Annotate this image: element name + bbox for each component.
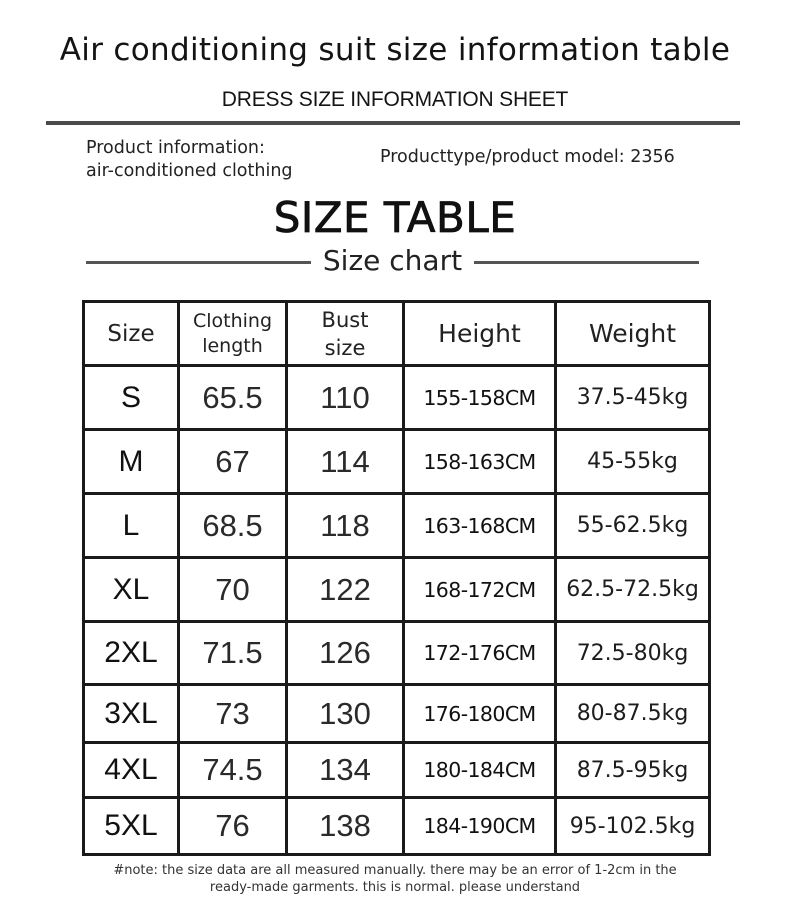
product-info-value: air-conditioned clothing [86,161,293,181]
section-divider-left [86,261,311,264]
cell-clothing-length: 67 [179,430,287,494]
cell-height: 168-172CM [404,558,556,622]
cell-size: 2XL [84,622,179,685]
cell-clothing-length: 76 [179,798,287,855]
header-clothing-length [179,302,287,366]
table-row [84,494,710,558]
table-row [84,798,710,855]
table-row [84,685,710,743]
cell-size: 4XL [84,743,179,798]
cell-height: 172-176CM [404,622,556,685]
cell-clothing-length: 71.5 [179,622,287,685]
cell-height: 180-184CM [404,743,556,798]
product-model: Producttype/product model: 2356 [380,147,675,167]
cell-bust-size: 114 [287,430,404,494]
cell-size: L [84,494,179,558]
table-row [84,558,710,622]
table-row [84,622,710,685]
product-info-label: Product information: [86,138,265,158]
cell-height: 184-190CM [404,798,556,855]
cell-bust-size: 110 [287,366,404,430]
cell-height: 158-163CM [404,430,556,494]
cell-clothing-length: 73 [179,685,287,743]
size-chart-label: Size chart [322,244,463,277]
cell-height: 176-180CM [404,685,556,743]
cell-bust-size: 130 [287,685,404,743]
cell-weight: 95-102.5kg [556,798,710,855]
cell-clothing-length: 74.5 [179,743,287,798]
cell-weight: 62.5-72.5kg [556,558,710,622]
cell-bust-size: 122 [287,558,404,622]
header-weight: Weight [556,302,710,366]
cell-bust-size: 138 [287,798,404,855]
header-bust-size [287,302,404,366]
header-divider [46,121,740,125]
size-table [82,300,711,856]
measurement-note [60,862,730,896]
note-line-2: ready-made garments. this is normal. please understand [209,880,581,895]
cell-bust-size: 126 [287,622,404,685]
cell-bust-size: 134 [287,743,404,798]
table-header-row [84,302,710,366]
header-bust-size-line1: Bust [321,307,369,332]
cell-size: 3XL [84,685,179,743]
header-size: Size [84,302,179,366]
table-row [84,366,710,430]
cell-size: M [84,430,179,494]
cell-clothing-length: 70 [179,558,287,622]
cell-height: 163-168CM [404,494,556,558]
cell-size: S [84,366,179,430]
cell-clothing-length: 65.5 [179,366,287,430]
cell-clothing-length: 68.5 [179,494,287,558]
cell-bust-size: 118 [287,494,404,558]
table-row [84,743,710,798]
cell-size: 5XL [84,798,179,855]
product-info [86,137,293,183]
cell-weight: 45-55kg [556,430,710,494]
note-line-1: #note: the size data are all measured manually. there may be an error of 1-2cm in the [113,863,677,878]
table-body [84,366,710,855]
cell-weight: 80-87.5kg [556,685,710,743]
header-clothing-length-line2: length [202,334,263,357]
cell-weight: 37.5-45kg [556,366,710,430]
cell-weight: 87.5-95kg [556,743,710,798]
header-bust-size-line2: size [324,335,366,360]
cell-weight: 72.5-80kg [556,622,710,685]
page-subtitle: DRESS SIZE INFORMATION SHEET [221,88,569,111]
section-divider-right [474,261,699,264]
header-height: Height [404,302,556,366]
size-table-heading: SIZE TABLE [273,193,517,242]
table-row [84,430,710,494]
cell-height: 155-158CM [404,366,556,430]
cell-weight: 55-62.5kg [556,494,710,558]
header-clothing-length-line1: Clothing [192,309,273,332]
page-title: Air conditioning suit size information table [59,32,731,68]
size-table-container [82,300,708,849]
cell-size: XL [84,558,179,622]
